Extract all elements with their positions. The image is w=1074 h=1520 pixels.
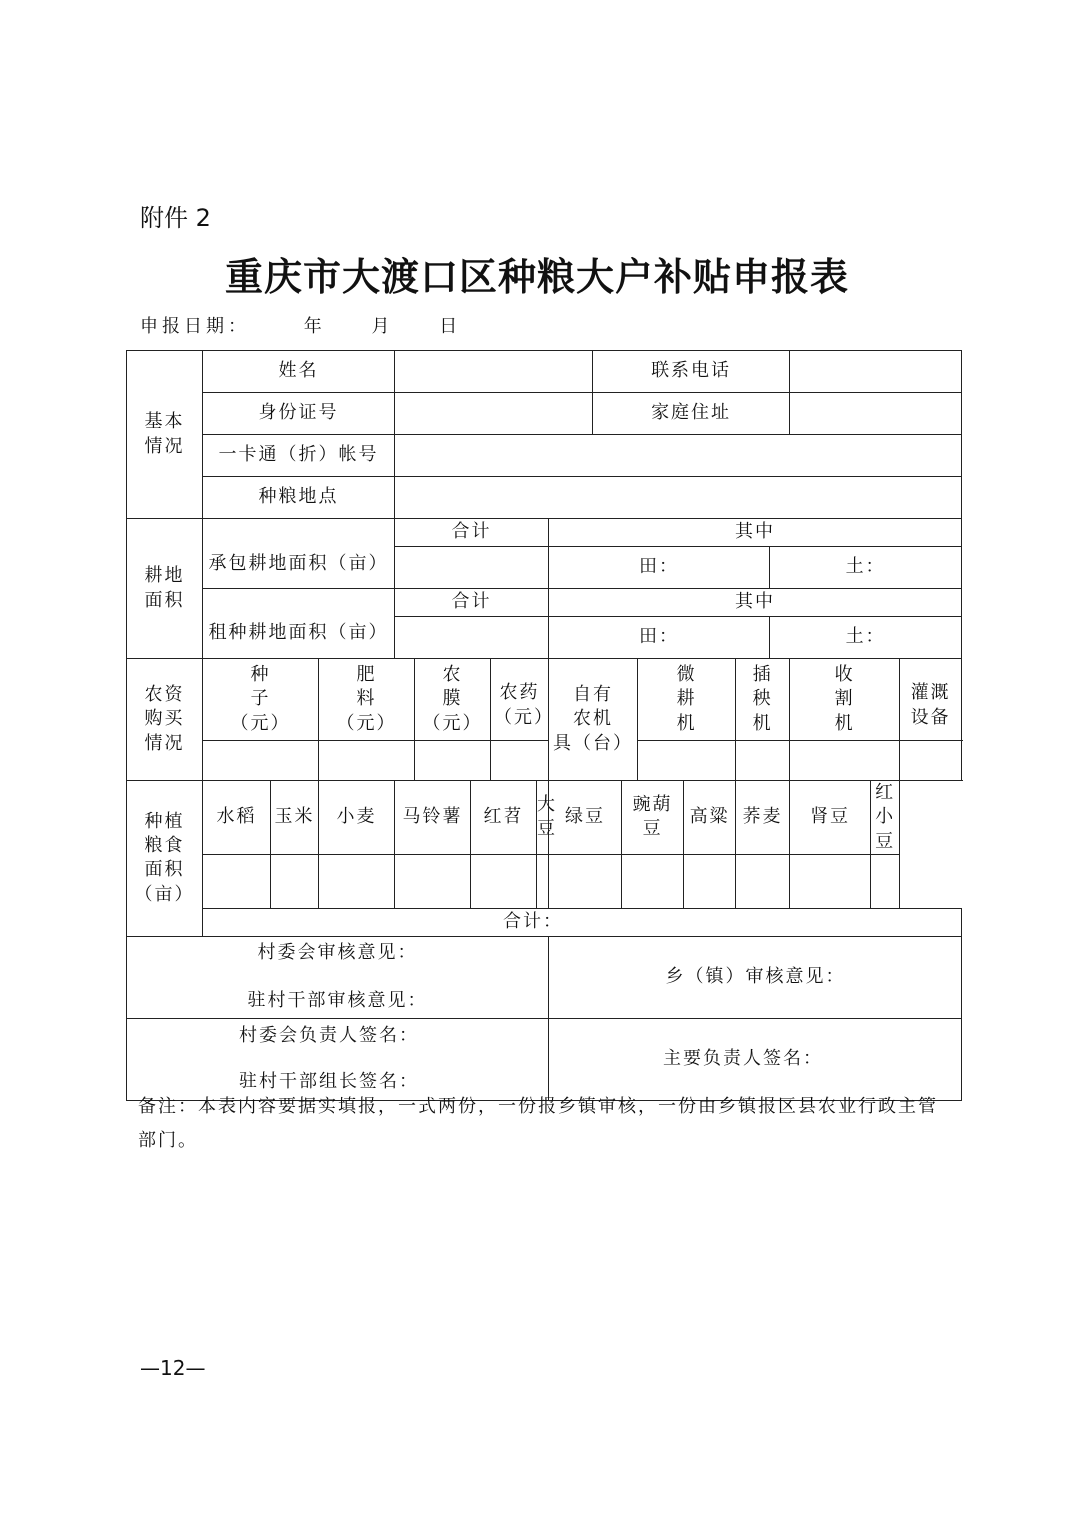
cadre-review-label: 驻村干部审核意见：	[247, 990, 428, 1012]
crop-buckwheat: 荞麦	[736, 781, 790, 855]
crop-mung-bean-value[interactable]	[549, 854, 622, 908]
date-day: 日	[439, 316, 462, 337]
phone-value[interactable]	[790, 351, 962, 393]
village-sign-label: 村委会负责人签名：	[239, 1025, 419, 1047]
transplanter-label: 插 秧 机	[736, 659, 790, 741]
crop-sorghum: 高粱	[684, 781, 736, 855]
location-label: 种粮地点	[203, 477, 395, 519]
township-review[interactable]	[549, 936, 962, 1018]
crop-buckwheat-value[interactable]	[736, 854, 790, 908]
village-review-label: 村委会审核意见：	[257, 942, 418, 964]
transplanter-value[interactable]	[736, 741, 790, 781]
land-section-label: 耕地 面积	[127, 519, 203, 659]
contract-total-label: 合计	[395, 519, 549, 547]
location-value[interactable]	[395, 477, 962, 519]
subsidy-form-table	[126, 350, 962, 1101]
harvester-value[interactable]	[790, 741, 900, 781]
contract-total-value[interactable]	[395, 547, 549, 589]
crop-wheat-value[interactable]	[319, 854, 395, 908]
rent-total-value[interactable]	[395, 617, 549, 659]
crop-mung-bean: 绿豆	[549, 781, 622, 855]
attachment-label: 附件 2	[140, 204, 211, 232]
crop-potato: 马铃薯	[395, 781, 471, 855]
crop-potato-value[interactable]	[395, 854, 471, 908]
cadre-sign-label: 驻村干部组长签名：	[239, 1071, 419, 1093]
account-value[interactable]	[395, 435, 962, 477]
account-label: 一卡通（折）帐号	[203, 435, 395, 477]
film-label: 农 膜 （元）	[415, 659, 491, 741]
crop-sweet-potato-value[interactable]	[471, 854, 537, 908]
rent-field[interactable]: 田：	[549, 617, 770, 659]
report-date	[140, 312, 461, 338]
form-title: 重庆市大渡口区种粮大户补贴申报表	[224, 254, 849, 299]
form-note: 备注：本表内容要据实填报，一式两份，一份报乡镇审核，一份由乡镇报区县农业行政主管部门。	[138, 1096, 938, 1151]
rent-soil[interactable]: 土：	[770, 617, 962, 659]
contract-area-label: 承包耕地面积（亩）	[203, 519, 395, 589]
pesticide-value[interactable]	[491, 741, 549, 781]
crop-adzuki-bean-value[interactable]	[871, 854, 900, 908]
crop-pea-value[interactable]	[622, 854, 684, 908]
rent-area-label: 租种耕地面积（亩）	[203, 589, 395, 659]
crop-rice-value[interactable]	[203, 854, 271, 908]
crop-soybean-value[interactable]	[537, 854, 549, 908]
basic-section-label: 基本 情况	[127, 351, 203, 519]
phone-label: 联系电话	[593, 351, 790, 393]
crop-corn-value[interactable]	[271, 854, 319, 908]
name-value[interactable]	[395, 351, 593, 393]
crop-sorghum-value[interactable]	[684, 854, 736, 908]
contract-soil[interactable]: 土：	[770, 547, 962, 589]
crop-wheat: 小麦	[319, 781, 395, 855]
id-label: 身份证号	[203, 393, 395, 435]
film-value[interactable]	[415, 741, 491, 781]
crop-sweet-potato: 红苕	[471, 781, 537, 855]
pesticide-label: 农药 （元）	[491, 659, 549, 741]
crop-pea: 豌葫 豆	[622, 781, 684, 855]
crops-total-label: 合计：	[503, 911, 563, 933]
contract-among-label: 其中	[549, 519, 962, 547]
seed-label: 种 子 （元）	[203, 659, 319, 741]
township-review-label: 乡（镇）审核意见：	[665, 966, 846, 988]
micro-tiller-label: 微 耕 机	[638, 659, 736, 741]
date-month: 月	[371, 316, 394, 337]
crop-soybean: 大 豆	[537, 781, 549, 855]
village-signatures[interactable]	[127, 1018, 549, 1100]
rent-total-label: 合计	[395, 589, 549, 617]
date-year: 年	[303, 316, 326, 337]
fertilizer-value[interactable]	[319, 741, 415, 781]
harvester-label: 收 割 机	[790, 659, 900, 741]
crop-rice: 水稻	[203, 781, 271, 855]
crops-total[interactable]	[203, 908, 962, 936]
fertilizer-label: 肥 料 （元）	[319, 659, 415, 741]
seed-value[interactable]	[203, 741, 319, 781]
contract-field[interactable]: 田：	[549, 547, 770, 589]
name-label: 姓名	[203, 351, 395, 393]
crop-kidney-bean: 肾豆	[790, 781, 871, 855]
machinery-label: 自有 农机 具（台）	[549, 659, 638, 781]
rent-among-label: 其中	[549, 589, 962, 617]
leader-sign-label: 主要负责人签名：	[663, 1048, 823, 1070]
address-label: 家庭住址	[593, 393, 790, 435]
micro-tiller-value[interactable]	[638, 741, 736, 781]
crops-section-label: 种植 粮食 面积 （亩）	[127, 781, 203, 937]
id-value[interactable]	[395, 393, 593, 435]
crop-kidney-bean-value[interactable]	[790, 854, 871, 908]
page-number: —12—	[140, 1356, 206, 1380]
irrigation-value[interactable]	[900, 741, 962, 781]
village-review[interactable]	[127, 936, 549, 1018]
crop-corn: 玉米	[271, 781, 319, 855]
date-label: 申报日期：	[140, 316, 250, 337]
materials-section-label: 农资 购买 情况	[127, 659, 203, 781]
address-value[interactable]	[790, 393, 962, 435]
township-signature[interactable]	[549, 1018, 962, 1100]
crop-adzuki-bean: 红小 豆	[871, 781, 900, 855]
irrigation-label: 灌溉 设备	[900, 659, 962, 741]
